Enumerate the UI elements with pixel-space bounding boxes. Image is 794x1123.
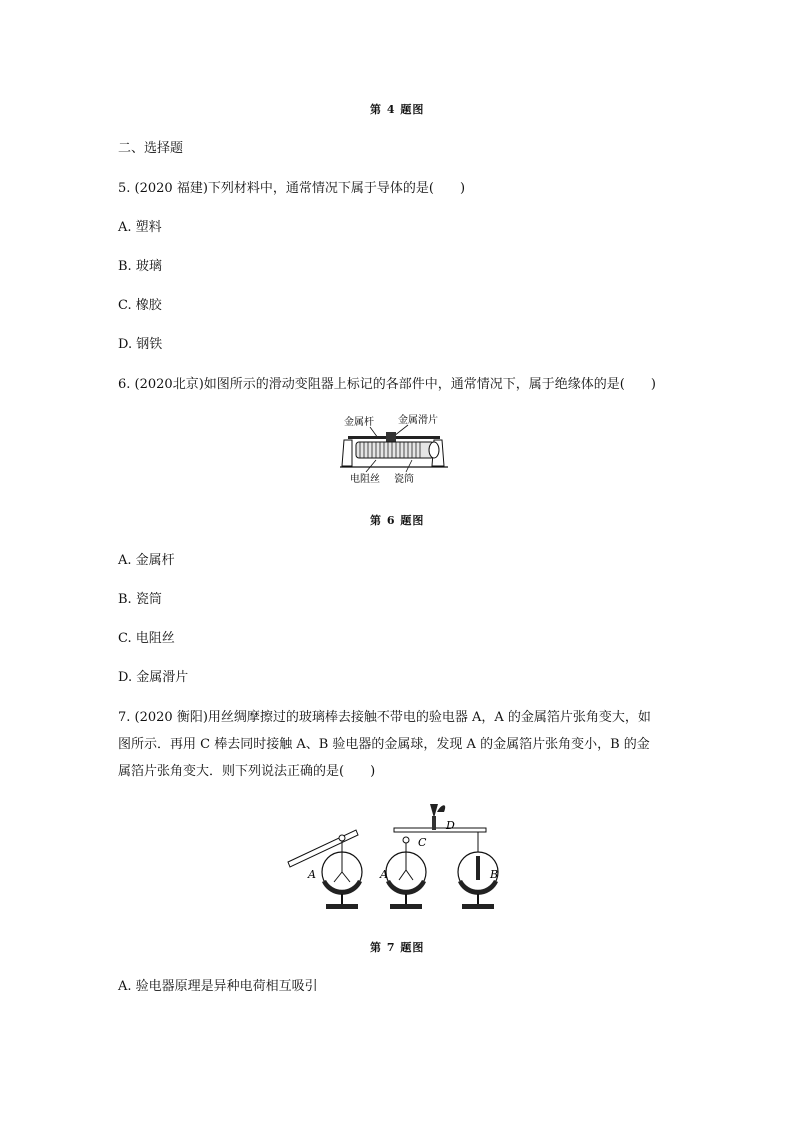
q6-option-b: B. 瓷筒 <box>118 592 162 607</box>
q5-option-b: B. 玻璃 <box>118 259 162 274</box>
label-metal-slider: 金属滑片 <box>398 415 438 426</box>
label-metal-rod: 金属杆 <box>344 417 374 428</box>
label-d: D <box>446 819 455 832</box>
q6-stem: 6. (2020北京)如图所示的滑动变阻器上标记的各部件中，通常情况下，属于绝缘体的是( ) <box>118 377 656 392</box>
electroscope-figure <box>286 800 502 918</box>
q6-option-c: C. 电阻丝 <box>118 631 175 646</box>
label-a-left: A <box>308 868 316 881</box>
figure-4-caption: 第 4 题图 <box>370 103 425 116</box>
label-resistance-wire: 电阻丝 <box>350 474 380 485</box>
q5-option-a: A. 塑料 <box>118 220 162 235</box>
label-c: C <box>418 836 427 849</box>
label-a-middle: A <box>380 868 388 881</box>
label-ceramic-tube: 瓷筒 <box>394 474 414 485</box>
figure-7-caption: 第 7 题图 <box>370 941 425 954</box>
q5-option-d: D. 钢铁 <box>118 337 163 352</box>
q6-option-d: D. 金属滑片 <box>118 670 189 685</box>
q5-option-c: C. 橡胶 <box>118 298 162 313</box>
rheostat-figure <box>336 412 460 494</box>
figure-6-caption: 第 6 题图 <box>370 514 425 527</box>
q7-option-a: A. 验电器原理是异种电荷相互吸引 <box>118 979 318 994</box>
section-heading: 二、选择题 <box>118 141 184 156</box>
q5-stem: 5. (2020 福建)下列材料中，通常情况下属于导体的是( ) <box>118 181 466 196</box>
q6-option-a: A. 金属杆 <box>118 553 175 568</box>
electroscope-b <box>458 832 498 909</box>
q7-stem-line-1: 7. (2020 衡阳)用丝绸摩擦过的玻璃棒去接触不带电的验电器 A，A 的金属箔片张角变大，如 <box>118 710 651 725</box>
label-b: B <box>490 868 499 881</box>
q7-stem-line-3: 属箔片张角变大．则下列说法正确的是( ) <box>118 764 376 779</box>
q7-stem-line-2: 图所示．再用 C 棒去同时接触 A、B 验电器的金属球，发现 A 的金属箔片张角变小，B 的金 <box>118 737 650 752</box>
